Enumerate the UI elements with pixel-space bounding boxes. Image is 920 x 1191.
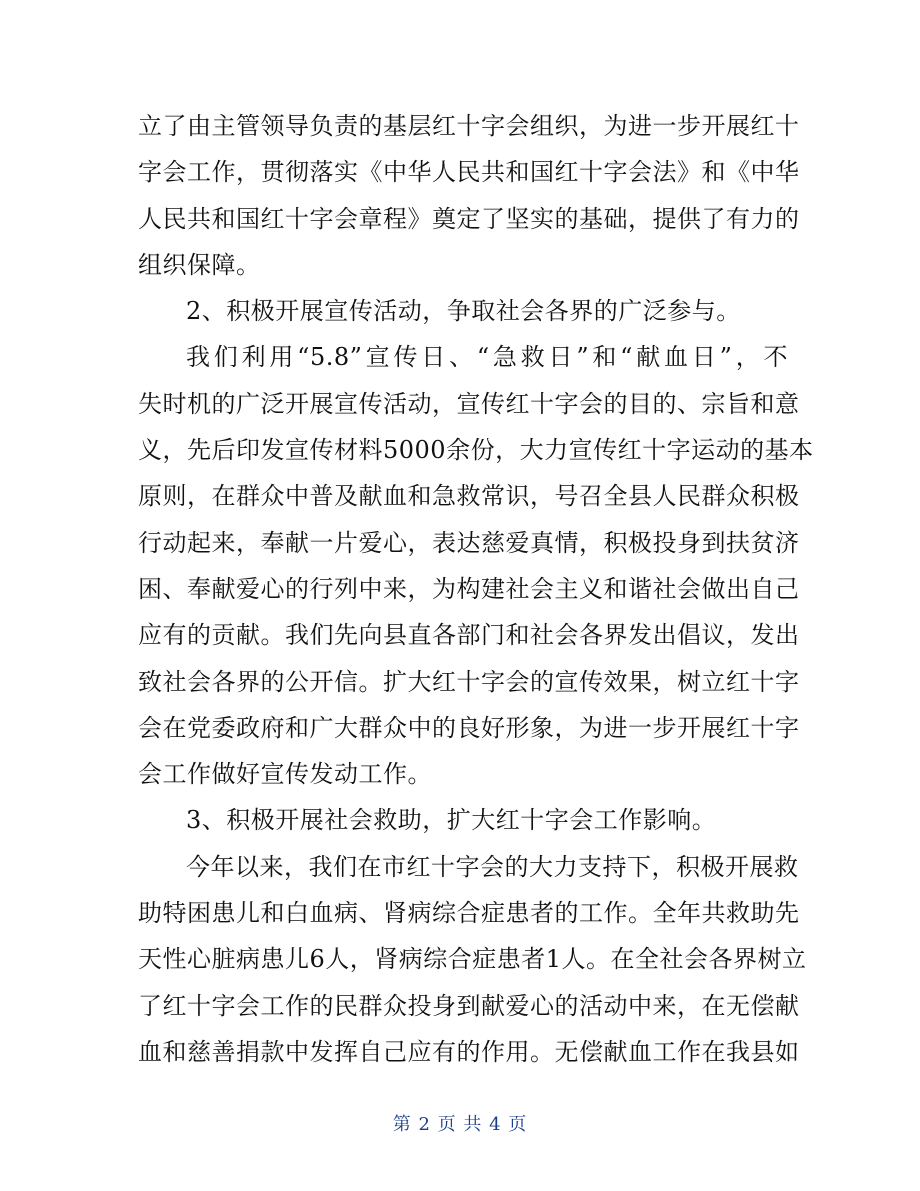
document-body <box>138 103 814 1075</box>
text-line: 助特困患儿和白血病、肾病综合症患者的工作。全年共救助先 <box>138 899 800 928</box>
text-line: 会工作做好宣传发动工作。 <box>138 760 432 789</box>
text-line: 立了由主管领导负责的基层红十字会组织，为进一步开展红十 <box>138 112 800 140</box>
text-line: 了红十字会工作的民群众投身到献爱心的活动中来，在无偿献 <box>138 991 800 1020</box>
text-line: 会在党委政府和广大群众中的良好形象，为进一步开展红十字 <box>138 713 800 742</box>
text-line: 字会工作，贯彻落实《中华人民共和国红十字会法》和《中华 <box>138 158 800 187</box>
text-line: 人民共和国红十字会章程》奠定了坚实的基础，提供了有力的 <box>138 204 800 233</box>
section-heading: 3、积极开展社会救助，扩大红十字会工作影响。 <box>186 806 717 835</box>
text-line: 应有的贡献。我们先向县直各部门和社会各界发出倡议，发出 <box>138 621 800 650</box>
text-line: 原则，在群众中普及献血和急救常识，号召全县人民群众积极 <box>138 482 800 511</box>
text-line: 血和慈善捐款中发挥自己应有的作用。无偿献血工作在我县如 <box>138 1037 800 1066</box>
text-line: 困、奉献爱心的行列中来，为构建社会主义和谐社会做出自己 <box>138 574 800 603</box>
text-line: 组织保障。 <box>138 250 261 279</box>
section-heading: 2、积极开展宣传活动，争取社会各界的广泛参与。 <box>186 297 741 326</box>
text-line: 今年以来，我们在市红十字会的大力支持下，积极开展救 <box>186 852 799 881</box>
text-line: 天性心脏病患儿6人，肾病综合症患者1人。在全社会各界树立 <box>138 945 807 974</box>
text-line: 行动起来，奉献一片爱心，表达慈爱真情，积极投身到扶贫济 <box>138 528 800 557</box>
text-line: 我们利用“5.8”宣传日、“急救日”和“献血日”，不 <box>186 343 788 372</box>
text-line: 失时机的广泛开展宣传活动，宣传红十字会的目的、宗旨和意 <box>138 389 800 418</box>
text-line: 义，先后印发宣传材料5000余份，大力宣传红十字运动的基本 <box>138 436 814 465</box>
text-line: 致社会各界的公开信。扩大红十字会的宣传效果，树立红十字 <box>138 667 800 696</box>
page-number-footer: 第 2 页 共 4 页 <box>392 1114 528 1135</box>
